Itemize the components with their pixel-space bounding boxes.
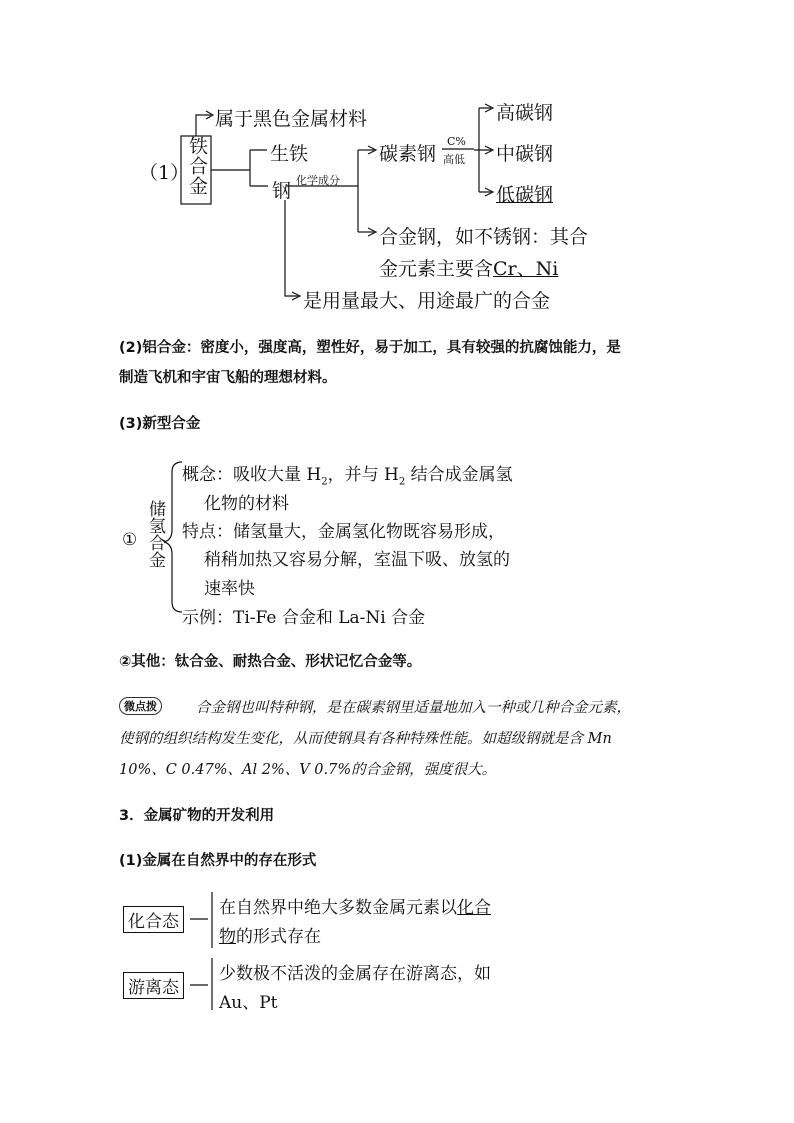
alloy-steel-line1: 合金钢，如不锈钢：其合 xyxy=(379,226,589,248)
free-line1: 少数极不活泼的金属存在游离态，如 xyxy=(219,964,491,984)
tip-line1: 合金钢也叫特种钢，是在碳素钢里适量地加入一种或几种合金元素， xyxy=(196,700,631,716)
section3-title: 3．金属矿物的开发利用 xyxy=(119,808,275,824)
diagram1-index: （1） xyxy=(139,162,190,184)
cr-ni-text: Cr、Ni xyxy=(493,258,559,280)
pig-iron-label: 生铁 xyxy=(270,143,309,165)
circled-one: ① xyxy=(122,530,138,550)
concept-line2: 化物的材料 xyxy=(204,494,289,514)
free-state-label: 游离态 xyxy=(123,972,184,999)
low-carbon-label: 低碳钢 xyxy=(496,184,554,206)
section3-subtitle: (1)金属在自然界中的存在形式 xyxy=(119,853,317,869)
black-metal-label: 属于黑色金属材料 xyxy=(215,108,368,130)
feature-line1: 特点：储氢量大，金属氢化物既容易形成， xyxy=(182,522,505,542)
tip-line2: 使钢的组织结构发生变化，从而使钢具有各种特殊性能。如超级钢就是含 Mn xyxy=(119,731,612,747)
al-alloy-line1: (2)铝合金：密度小，强度高，塑性好，易于加工，具有较强的抗腐蚀能力，是 xyxy=(119,340,621,356)
new-alloy-title: (3)新型合金 xyxy=(119,416,201,432)
composition-label: 化学成分 xyxy=(296,174,340,187)
feature-line3: 速率快 xyxy=(204,579,255,599)
other-alloys: ②其他：钛合金、耐热合金、形状记忆合金等。 xyxy=(119,654,422,670)
most-used-label: 是用量最大、用途最广的合金 xyxy=(303,290,551,312)
combined-state-label: 化合态 xyxy=(123,906,184,933)
carbon-steel-label: 碳素钢 xyxy=(379,143,437,165)
root-label: 铁合金 xyxy=(186,136,208,196)
combined-line2: 物的形式存在 xyxy=(219,927,321,947)
mid-carbon-label: 中碳钢 xyxy=(496,143,554,165)
feature-line2: 稍稍加热又容易分解，室温下吸、放氢的 xyxy=(204,550,510,570)
concept-line1: 概念：吸收大量 $H_2$，并与 $H_2$ 结合成金属氢 xyxy=(182,465,513,488)
tip-badge: 微点拨 xyxy=(119,697,162,715)
hydrogen-alloy-label: 储氢合金 xyxy=(145,500,165,568)
high-low-label: 高低 xyxy=(443,153,465,166)
tip-line3: 10%、C 0.47%、Al 2%、V 0.7%的合金钢，强度很大。 xyxy=(119,762,497,778)
example-line: 示例：Ti-Fe 合金和 La-Ni 合金 xyxy=(182,608,426,628)
alloy-steel-line2: 金元素主要含Cr、Ni xyxy=(379,258,559,280)
c-percent-label: C% xyxy=(447,135,466,148)
free-line2: Au、Pt xyxy=(219,993,278,1013)
combined-line1: 在自然界中绝大多数金属元素以化合 xyxy=(219,898,491,918)
al-alloy-line2: 制造飞机和宇宙飞船的理想材料。 xyxy=(119,370,337,386)
steel-label: 钢 xyxy=(272,180,292,202)
high-carbon-label: 高碳钢 xyxy=(496,102,554,124)
